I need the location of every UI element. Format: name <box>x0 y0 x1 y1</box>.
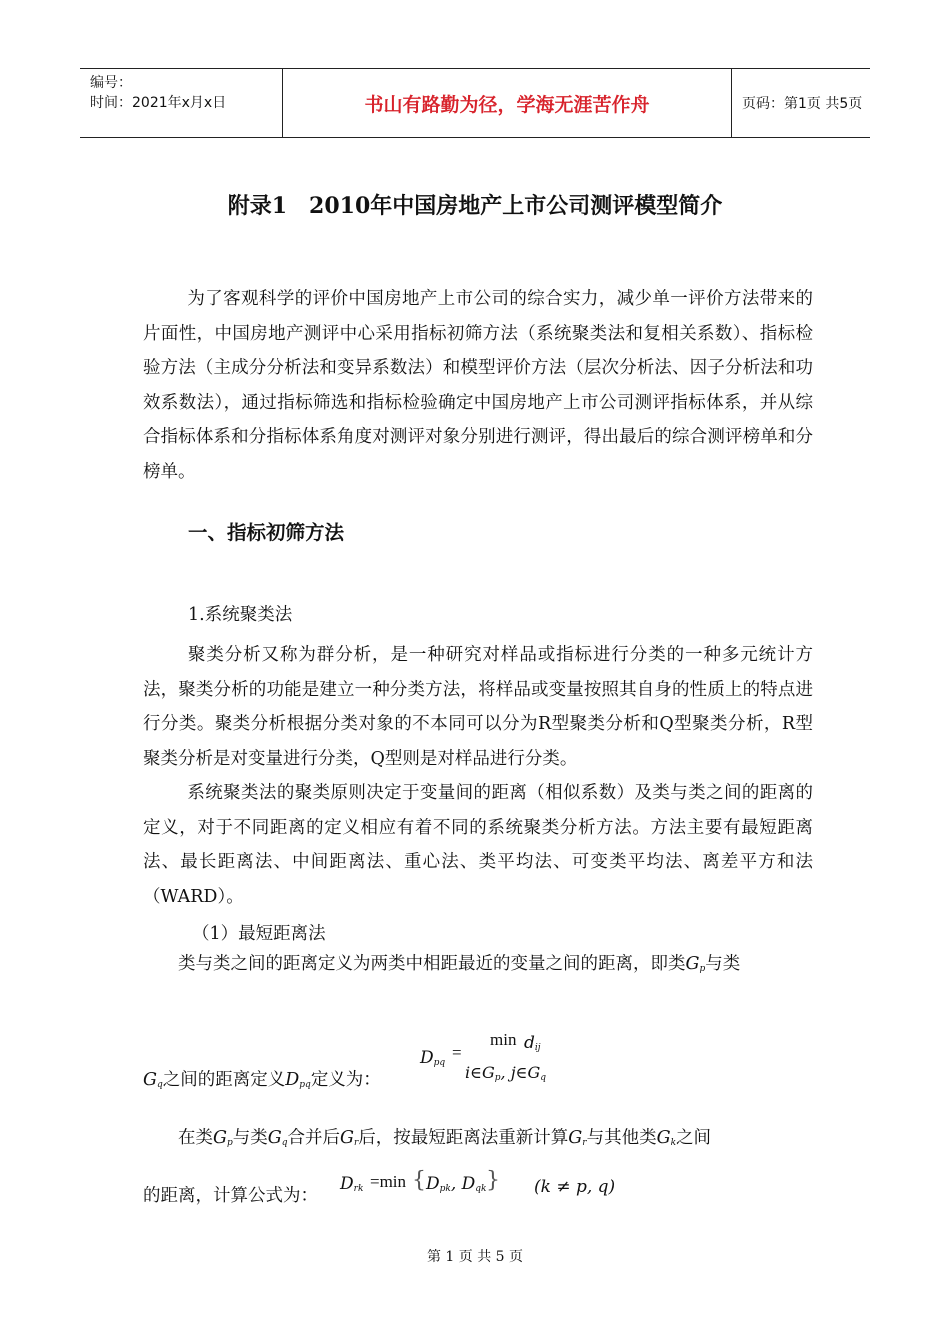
formula-d-pq: $D_{pq}$ <box>285 1070 311 1090</box>
page-footer: 第 1 页 共 5 页 <box>426 1249 524 1265</box>
paragraph-cluster-analysis: 聚类分析又称为群分析，是一种研究对样品或指标进行分类的一种多元统计方法，聚类分析的功能是建立一种分类方法，将样品或变量按照其自身的性质上的特点进行分类。聚类分析根据分类对象的不本同可以分为R型聚类分析和Q型聚类分析，R型聚类分析是对变量进行分类，Q型则是对样品进行分类。 <box>143 645 813 769</box>
formula-recursive-distance: $D_{rk}$ =min { $D_{pk}$, $D_{qk}$ } (k ≠ p, q) <box>340 1168 616 1197</box>
time-label: 时间：2021年x月x日 <box>90 95 227 111</box>
paragraph-clustering-methods: 系统聚类法的聚类原则决定于变量间的距离（相似系数）及类与类之间的距离的定义，对于不同距离的定义相应有着不同的系统聚类分析方法。方法主要有最短距离法、最长距离法、中间距离法、重心法、类平均法、可变类平均法、离差平方和法（WARD）。 <box>143 783 813 907</box>
document-title: 附录1 2010年中国房地产上市公司测评模型简介 <box>227 193 723 219</box>
item-text-line1: 类与类之间的距离定义为两类中相距最近的变量之间的距离，即类$G_p$与类 <box>178 954 741 974</box>
formula-min-distance: min $d_{ij}$ $D_{pq}$ = $i\in G_p$, $j\in G_q$ <box>420 1030 547 1083</box>
page-info: 页码：第1页 共5页 <box>742 96 863 112</box>
item-text-line2: $G_q$之间的距离定义$D_{pq}$定义为： <box>143 1070 381 1090</box>
number-label: 编号： <box>90 75 132 91</box>
formula-g-p: $G_p$ <box>685 954 706 974</box>
header-table <box>80 68 870 138</box>
section-heading: 一、指标初筛方法 <box>188 521 345 544</box>
subsection-heading: 1.系统聚类法 <box>188 605 293 625</box>
header-meta <box>80 69 283 137</box>
item-heading: （1）最短距离法 <box>192 924 326 944</box>
motto: 书山有路勤为径，学海无涯苦作舟 <box>283 69 732 137</box>
formula-intro-line: 的距离，计算公式为： <box>143 1186 318 1206</box>
intro-paragraph: 为了客观科学的评价中国房地产上市公司的综合实力，减少单一评价方法带来的片面性，中国房地产测评中心采用指标初筛方法（系统聚类法和复相关系数）、指标检验方法（主成分分析法和变异系数法）和模型评价方法（层次分析法、因子分析法和功效系数法），通过指标筛选和指标检验确定中国房地产上市公司测评指标体系，并从综合指标体系和分指标体系角度对测评对象分别进行测评，得出最后的综合测评榜单和分榜单。 <box>143 289 813 482</box>
merge-text-line: 在类$G_p$与类$G_q$合并后$G_r$后，按最短距离法重新计算$G_r$与其他类$G_k$之间 <box>178 1128 712 1148</box>
